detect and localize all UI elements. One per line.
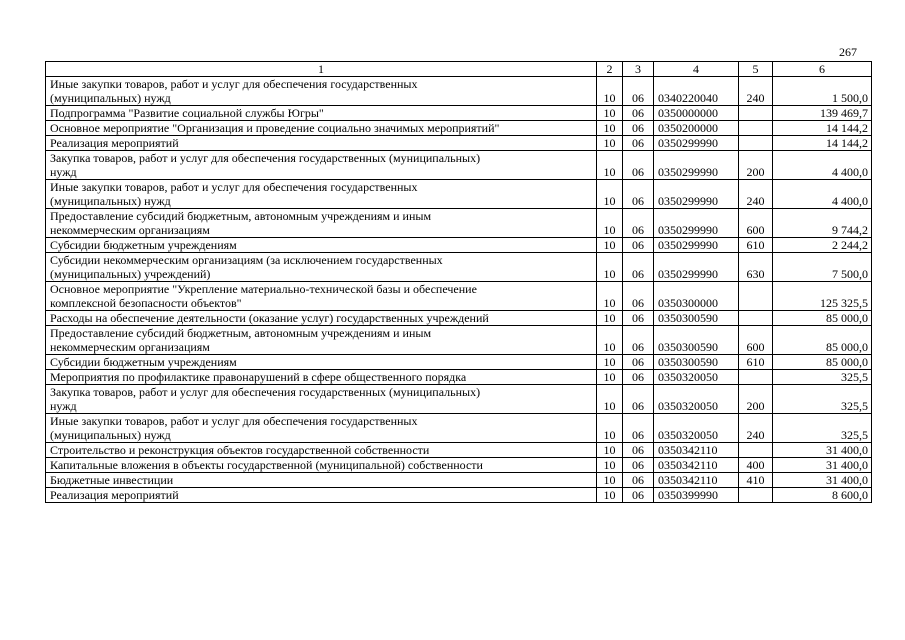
cell-sum: 4 400,0: [773, 151, 872, 180]
cell-rz: 10: [597, 106, 623, 121]
cell-pr: 06: [623, 311, 654, 326]
header-cell: 5: [739, 62, 773, 77]
cell-rz: 10: [597, 458, 623, 473]
cell-vr: 600: [739, 326, 773, 355]
cell-vr: [739, 370, 773, 385]
cell-pr: 06: [623, 370, 654, 385]
table-row: [46, 180, 872, 209]
cell-pr: 06: [623, 121, 654, 136]
cell-pr: 06: [623, 136, 654, 151]
cell-csr: 0350299990: [654, 136, 739, 151]
cell-rz: 10: [597, 136, 623, 151]
cell-csr: 0350299990: [654, 209, 739, 238]
table-row: [46, 121, 872, 136]
cell-sum: 2 244,2: [773, 238, 872, 253]
budget-table: [45, 61, 872, 503]
cell-sum: 14 144,2: [773, 136, 872, 151]
header-cell: 2: [597, 62, 623, 77]
table-row: [46, 311, 872, 326]
cell-csr: 0340220040: [654, 77, 739, 106]
cell-rz: 10: [597, 238, 623, 253]
cell-rz: 10: [597, 311, 623, 326]
cell-sum: 31 400,0: [773, 458, 872, 473]
cell-csr: 0350342110: [654, 473, 739, 488]
cell-name: Подпрограмма "Развитие социальной службы Югры": [46, 106, 597, 121]
header-cell: 1: [46, 62, 597, 77]
cell-vr: 600: [739, 209, 773, 238]
cell-sum: 325,5: [773, 370, 872, 385]
cell-vr: 200: [739, 385, 773, 414]
cell-pr: 06: [623, 473, 654, 488]
cell-csr: 0350200000: [654, 121, 739, 136]
cell-pr: 06: [623, 414, 654, 443]
table-row: [46, 458, 872, 473]
cell-sum: 85 000,0: [773, 326, 872, 355]
cell-name: Строительство и реконструкция объектов государственной собственности: [46, 443, 597, 458]
cell-csr: 0350299990: [654, 151, 739, 180]
cell-sum: 85 000,0: [773, 355, 872, 370]
cell-vr: [739, 121, 773, 136]
cell-pr: 06: [623, 488, 654, 503]
cell-pr: 06: [623, 355, 654, 370]
cell-pr: 06: [623, 151, 654, 180]
header-cell: 4: [654, 62, 739, 77]
cell-name: Реализация мероприятий: [46, 488, 597, 503]
cell-csr: 0350342110: [654, 443, 739, 458]
cell-vr: 200: [739, 151, 773, 180]
table-row: [46, 414, 872, 443]
cell-pr: 06: [623, 282, 654, 311]
cell-rz: 10: [597, 77, 623, 106]
cell-name: Иные закупки товаров, работ и услуг для обеспечения государственных (муниципальных) нужд: [46, 414, 597, 443]
cell-vr: 610: [739, 238, 773, 253]
cell-pr: 06: [623, 385, 654, 414]
cell-rz: 10: [597, 443, 623, 458]
cell-pr: 06: [623, 77, 654, 106]
cell-vr: [739, 443, 773, 458]
cell-sum: 325,5: [773, 385, 872, 414]
cell-csr: 0350299990: [654, 253, 739, 282]
table-row: [46, 253, 872, 282]
table-row: [46, 77, 872, 106]
cell-csr: 0350000000: [654, 106, 739, 121]
cell-name: Субсидии бюджетным учреждениям: [46, 238, 597, 253]
cell-pr: 06: [623, 238, 654, 253]
table-row: [46, 136, 872, 151]
cell-rz: 10: [597, 253, 623, 282]
table-row: [46, 151, 872, 180]
cell-vr: 400: [739, 458, 773, 473]
cell-vr: [739, 311, 773, 326]
cell-vr: 240: [739, 414, 773, 443]
cell-rz: 10: [597, 151, 623, 180]
cell-name: Иные закупки товаров, работ и услуг для обеспечения государственных (муниципальных) нужд: [46, 180, 597, 209]
cell-rz: 10: [597, 385, 623, 414]
cell-csr: 0350320050: [654, 370, 739, 385]
cell-name: Предоставление субсидий бюджетным, автономным учреждениям и иным некоммерческим организациям: [46, 209, 597, 238]
cell-rz: 10: [597, 473, 623, 488]
cell-name: Основное мероприятие "Укрепление материально-технической базы и обеспечение комплексной безопасности объектов": [46, 282, 597, 311]
table-row: [46, 355, 872, 370]
cell-rz: 10: [597, 180, 623, 209]
cell-sum: 125 325,5: [773, 282, 872, 311]
cell-pr: 06: [623, 253, 654, 282]
cell-csr: 0350320050: [654, 414, 739, 443]
cell-pr: 06: [623, 326, 654, 355]
cell-name: Мероприятия по профилактике правонарушений в сфере общественного порядка: [46, 370, 597, 385]
cell-rz: 10: [597, 370, 623, 385]
cell-rz: 10: [597, 355, 623, 370]
cell-vr: 240: [739, 180, 773, 209]
cell-sum: 139 469,7: [773, 106, 872, 121]
cell-name: Иные закупки товаров, работ и услуг для обеспечения государственных (муниципальных) нужд: [46, 77, 597, 106]
page-number: 267: [839, 45, 857, 59]
cell-name: Бюджетные инвестиции: [46, 473, 597, 488]
header-cell: 6: [773, 62, 872, 77]
cell-sum: 9 744,2: [773, 209, 872, 238]
cell-csr: 0350299990: [654, 238, 739, 253]
cell-sum: 7 500,0: [773, 253, 872, 282]
cell-vr: [739, 488, 773, 503]
cell-rz: 10: [597, 414, 623, 443]
table-row: [46, 370, 872, 385]
cell-vr: 610: [739, 355, 773, 370]
cell-csr: 0350300590: [654, 311, 739, 326]
cell-name: Основное мероприятие "Организация и проведение социально значимых мероприятий": [46, 121, 597, 136]
cell-csr: 0350320050: [654, 385, 739, 414]
table-row: [46, 209, 872, 238]
cell-name: Реализация мероприятий: [46, 136, 597, 151]
table-row: [46, 385, 872, 414]
cell-csr: 0350300590: [654, 355, 739, 370]
table-row: [46, 106, 872, 121]
cell-vr: 240: [739, 77, 773, 106]
cell-sum: 8 600,0: [773, 488, 872, 503]
cell-sum: 1 500,0: [773, 77, 872, 106]
cell-csr: 0350300590: [654, 326, 739, 355]
table-row: [46, 282, 872, 311]
cell-name: Расходы на обеспечение деятельности (оказание услуг) государственных учреждений: [46, 311, 597, 326]
table-row: [46, 326, 872, 355]
cell-vr: [739, 106, 773, 121]
cell-name: Закупка товаров, работ и услуг для обеспечения государственных (муниципальных) нужд: [46, 385, 597, 414]
table-header-row: [46, 62, 872, 77]
cell-sum: 85 000,0: [773, 311, 872, 326]
cell-csr: 0350300000: [654, 282, 739, 311]
cell-vr: [739, 282, 773, 311]
cell-name: Субсидии бюджетным учреждениям: [46, 355, 597, 370]
cell-rz: 10: [597, 326, 623, 355]
cell-pr: 06: [623, 180, 654, 209]
cell-sum: 4 400,0: [773, 180, 872, 209]
cell-name: Капитальные вложения в объекты государственной (муниципальной) собственности: [46, 458, 597, 473]
table-row: [46, 443, 872, 458]
cell-vr: 630: [739, 253, 773, 282]
cell-vr: 410: [739, 473, 773, 488]
table-row: [46, 488, 872, 503]
cell-sum: 31 400,0: [773, 443, 872, 458]
cell-vr: [739, 136, 773, 151]
header-cell: 3: [623, 62, 654, 77]
cell-pr: 06: [623, 209, 654, 238]
cell-rz: 10: [597, 121, 623, 136]
cell-name: Субсидии некоммерческим организациям (за исключением государственных (муниципальных) учреждений): [46, 253, 597, 282]
cell-rz: 10: [597, 282, 623, 311]
cell-pr: 06: [623, 443, 654, 458]
cell-rz: 10: [597, 488, 623, 503]
table-row: [46, 473, 872, 488]
cell-name: Предоставление субсидий бюджетным, автономным учреждениям и иным некоммерческим организациям: [46, 326, 597, 355]
cell-sum: 325,5: [773, 414, 872, 443]
cell-csr: 0350342110: [654, 458, 739, 473]
cell-sum: 14 144,2: [773, 121, 872, 136]
cell-csr: 0350399990: [654, 488, 739, 503]
cell-sum: 31 400,0: [773, 473, 872, 488]
table-row: [46, 238, 872, 253]
cell-csr: 0350299990: [654, 180, 739, 209]
cell-rz: 10: [597, 209, 623, 238]
cell-pr: 06: [623, 458, 654, 473]
cell-name: Закупка товаров, работ и услуг для обеспечения государственных (муниципальных) нужд: [46, 151, 597, 180]
cell-pr: 06: [623, 106, 654, 121]
